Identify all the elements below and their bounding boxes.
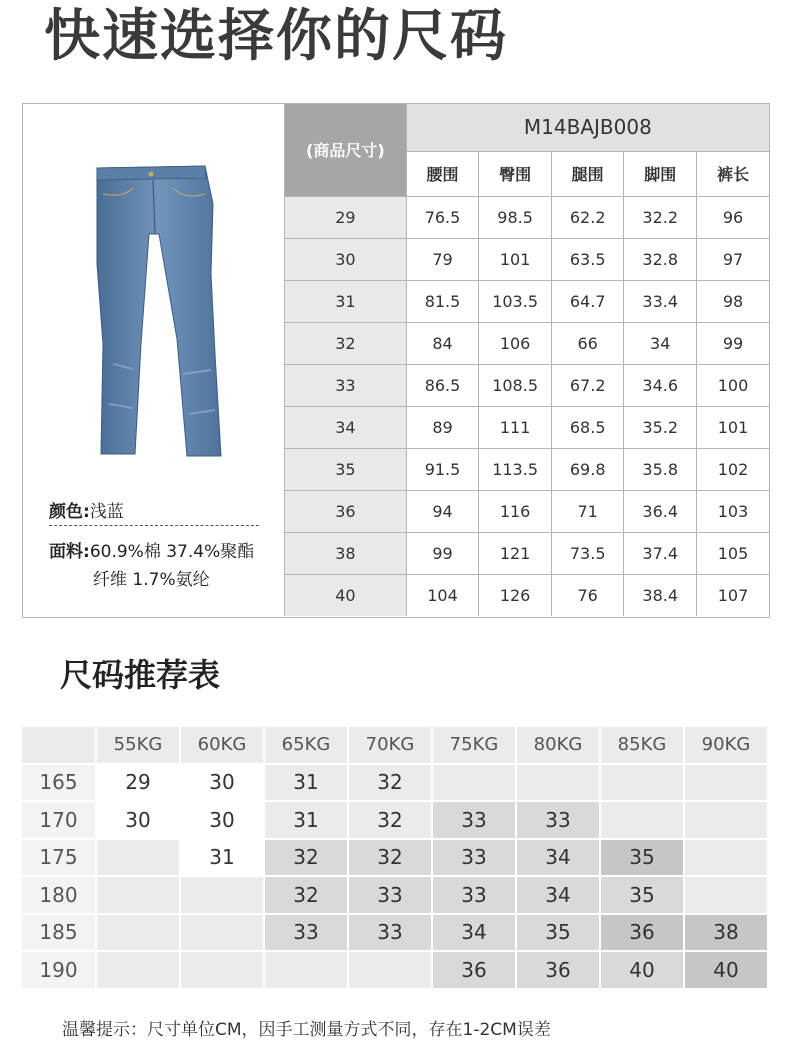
measure-cell: 62.2: [551, 196, 624, 238]
height-header: 180: [22, 877, 95, 913]
size-column-header: (商品尺寸): [285, 104, 407, 196]
size-table: [284, 104, 769, 616]
measure-cell: 35.2: [624, 406, 697, 448]
weight-header: 60KG: [181, 727, 263, 763]
fabric-value-2: 纤维 1.7%氨纶: [93, 570, 210, 590]
measure-cell: 71: [551, 490, 624, 532]
table-row: [285, 490, 770, 532]
measure-cell: 86.5: [406, 364, 479, 406]
size-recommendation: 36: [433, 952, 515, 988]
size-recommendation: 35: [517, 915, 599, 951]
table-row: [22, 952, 767, 988]
fabric-label: 面料:: [49, 542, 90, 562]
size-recommendation: [265, 952, 347, 988]
measure-cell: 73.5: [551, 532, 624, 574]
size-recommendation: 30: [181, 802, 263, 838]
weight-header: 65KG: [265, 727, 347, 763]
measure-cell: 121: [479, 532, 552, 574]
measure-cell: 63.5: [551, 238, 624, 280]
measure-cell: 37.4: [624, 532, 697, 574]
size-header-row: [285, 104, 770, 151]
size-recommendation: [181, 877, 263, 913]
size-recommendation: 33: [265, 915, 347, 951]
measure-cell: 102: [696, 448, 769, 490]
weight-header: 75KG: [433, 727, 515, 763]
table-row: [285, 238, 770, 280]
table-row: [22, 915, 767, 951]
table-row: [285, 196, 770, 238]
size-recommendation: [349, 952, 431, 988]
measure-cell: 113.5: [479, 448, 552, 490]
size-recommendation: 32: [265, 877, 347, 913]
measure-cell: 103.5: [479, 280, 552, 322]
measure-cell: 105: [696, 532, 769, 574]
size-recommendation: 34: [433, 915, 515, 951]
measure-header: 腿围: [551, 151, 624, 196]
measure-cell: 91.5: [406, 448, 479, 490]
measure-cell: 103: [696, 490, 769, 532]
size-recommendation: 32: [265, 840, 347, 876]
height-header: 175: [22, 840, 95, 876]
table-row: [285, 364, 770, 406]
weight-header: 85KG: [601, 727, 683, 763]
measure-cell: 81.5: [406, 280, 479, 322]
size-cell: 30: [285, 238, 407, 280]
corner-cell: [22, 727, 95, 763]
measure-cell: 36.4: [624, 490, 697, 532]
size-recommendation: 31: [265, 765, 347, 801]
size-cell: 35: [285, 448, 407, 490]
size-recommendation: 31: [265, 802, 347, 838]
size-cell: 29: [285, 196, 407, 238]
measure-cell: 100: [696, 364, 769, 406]
size-recommendation: 35: [601, 877, 683, 913]
size-cell: 40: [285, 574, 407, 616]
measure-cell: 69.8: [551, 448, 624, 490]
size-cell: 31: [285, 280, 407, 322]
size-recommendation: [433, 765, 515, 801]
measure-cell: 35.8: [624, 448, 697, 490]
weight-header-row: [22, 727, 767, 763]
measure-cell: 101: [696, 406, 769, 448]
size-recommendation: [97, 952, 179, 988]
color-label: 颜色:: [49, 502, 90, 522]
recommend-table: [20, 725, 769, 990]
size-cell: 33: [285, 364, 407, 406]
table-row: [22, 840, 767, 876]
table-row: [22, 877, 767, 913]
weight-header: 80KG: [517, 727, 599, 763]
size-recommendation: 40: [601, 952, 683, 988]
measure-cell: 94: [406, 490, 479, 532]
size-recommendation: [97, 840, 179, 876]
measure-cell: 126: [479, 574, 552, 616]
product-panel: [23, 104, 284, 617]
table-row: [22, 765, 767, 801]
measure-cell: 96: [696, 196, 769, 238]
size-recommendation: 29: [97, 765, 179, 801]
footer-tip: 温馨提示：尺寸单位CM，因手工测量方式不同，存在1-2CM误差: [62, 1020, 551, 1040]
size-cell: 36: [285, 490, 407, 532]
size-recommendation: 32: [349, 765, 431, 801]
color-info: [49, 497, 124, 522]
size-recommendation: 30: [181, 765, 263, 801]
size-recommendation: 36: [601, 915, 683, 951]
table-row: [22, 802, 767, 838]
measure-cell: 116: [479, 490, 552, 532]
size-recommendation: [685, 840, 767, 876]
size-recommendation: 33: [349, 915, 431, 951]
fabric-value-1: 60.9%棉 37.4%聚酯: [89, 542, 255, 562]
measure-cell: 106: [479, 322, 552, 364]
measure-cell: 79: [406, 238, 479, 280]
size-recommendation: 35: [601, 840, 683, 876]
size-recommendation: [181, 915, 263, 951]
size-recommendation: 33: [349, 877, 431, 913]
height-header: 190: [22, 952, 95, 988]
size-recommendation: 31: [181, 840, 263, 876]
measure-header: 臀围: [479, 151, 552, 196]
jeans-icon: [93, 164, 243, 464]
page-title: 快速选择你的尺码: [44, 4, 508, 69]
measure-cell: 34.6: [624, 364, 697, 406]
height-header: 165: [22, 765, 95, 801]
size-recommendation: 36: [517, 952, 599, 988]
size-spec-panel: [22, 103, 770, 618]
measure-cell: 76: [551, 574, 624, 616]
weight-header: 55KG: [97, 727, 179, 763]
measure-cell: 76.5: [406, 196, 479, 238]
recommend-title: 尺码推荐表: [60, 656, 221, 694]
size-cell: 32: [285, 322, 407, 364]
size-recommendation: [97, 877, 179, 913]
size-recommendation: [517, 765, 599, 801]
weight-header: 70KG: [349, 727, 431, 763]
size-recommendation: 40: [685, 952, 767, 988]
measure-cell: 99: [406, 532, 479, 574]
size-recommendation: [685, 877, 767, 913]
measure-cell: 34: [624, 322, 697, 364]
size-recommendation: 32: [349, 840, 431, 876]
size-recommendation: 34: [517, 877, 599, 913]
size-recommendation: [601, 765, 683, 801]
table-row: [285, 574, 770, 616]
divider: [49, 525, 259, 526]
height-header: 185: [22, 915, 95, 951]
table-row: [285, 532, 770, 574]
size-cell: 34: [285, 406, 407, 448]
measure-cell: 97: [696, 238, 769, 280]
size-recommendation: [601, 802, 683, 838]
measure-cell: 111: [479, 406, 552, 448]
model-number: M14BAJB008: [406, 104, 769, 151]
size-recommendation: 32: [349, 802, 431, 838]
color-value: 浅蓝: [89, 502, 124, 522]
measure-cell: 108.5: [479, 364, 552, 406]
table-row: [285, 322, 770, 364]
table-row: [285, 448, 770, 490]
size-recommendation: 38: [685, 915, 767, 951]
size-recommendation: 33: [433, 877, 515, 913]
size-recommendation: 33: [517, 802, 599, 838]
size-recommendation: [685, 802, 767, 838]
measure-cell: 32.8: [624, 238, 697, 280]
weight-header: 90KG: [685, 727, 767, 763]
measure-cell: 38.4: [624, 574, 697, 616]
measure-cell: 98: [696, 280, 769, 322]
size-recommendation: 33: [433, 802, 515, 838]
size-recommendation: [181, 952, 263, 988]
measure-cell: 67.2: [551, 364, 624, 406]
measure-cell: 66: [551, 322, 624, 364]
table-row: [285, 406, 770, 448]
measure-header: 腰围: [406, 151, 479, 196]
measure-cell: 68.5: [551, 406, 624, 448]
height-header: 170: [22, 802, 95, 838]
size-recommendation: [685, 765, 767, 801]
measure-cell: 84: [406, 322, 479, 364]
table-row: [285, 280, 770, 322]
fabric-info: [49, 538, 281, 594]
size-recommendation: [97, 915, 179, 951]
measure-cell: 32.2: [624, 196, 697, 238]
measure-header: 裤长: [696, 151, 769, 196]
measure-cell: 104: [406, 574, 479, 616]
measure-cell: 98.5: [479, 196, 552, 238]
size-recommendation: 30: [97, 802, 179, 838]
measure-cell: 101: [479, 238, 552, 280]
measure-cell: 89: [406, 406, 479, 448]
size-recommendation: 33: [433, 840, 515, 876]
size-cell: 38: [285, 532, 407, 574]
measure-cell: 107: [696, 574, 769, 616]
size-recommendation: 34: [517, 840, 599, 876]
measure-cell: 99: [696, 322, 769, 364]
measure-header: 脚围: [624, 151, 697, 196]
measure-cell: 64.7: [551, 280, 624, 322]
measure-cell: 33.4: [624, 280, 697, 322]
